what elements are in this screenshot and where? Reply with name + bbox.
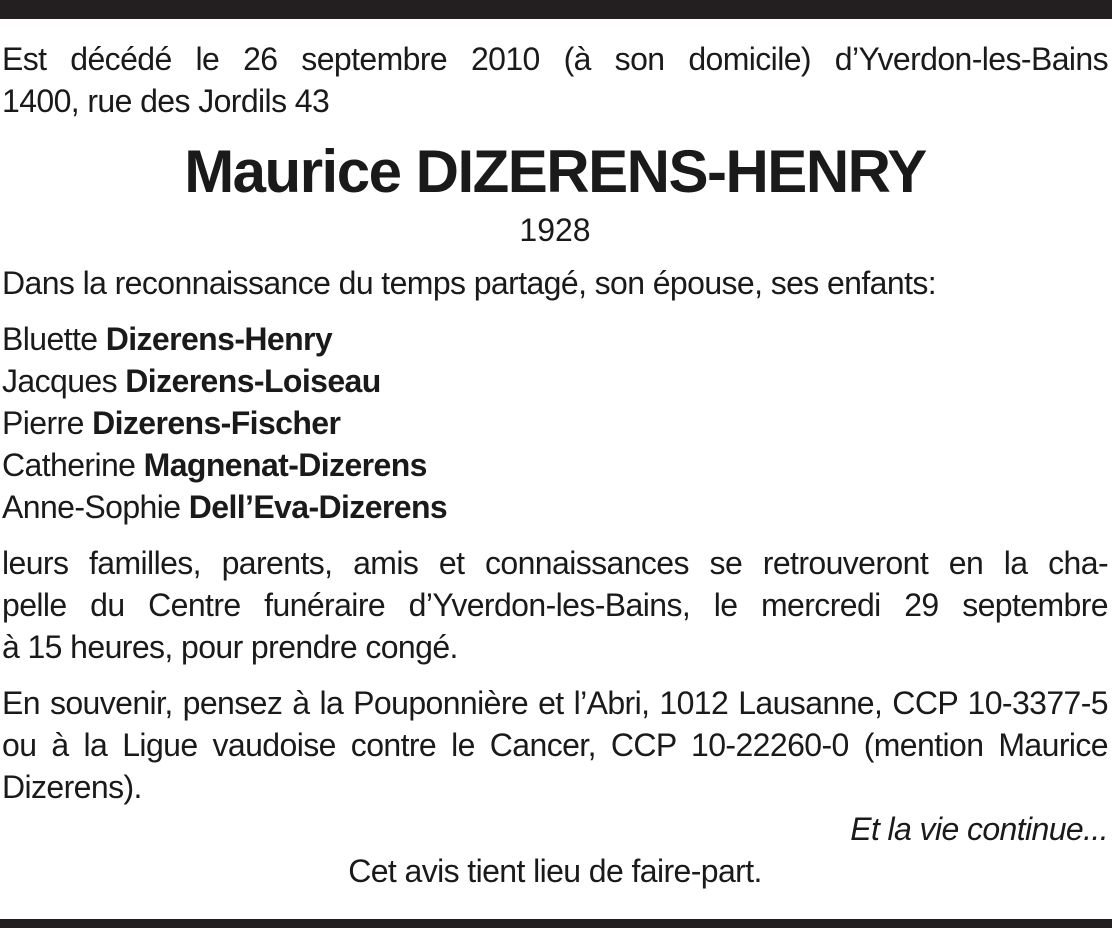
death-line-1: Est décédé le 26 septembre 2010 (à son domicile) d’Yverdon-les-Bains [2,41,1108,77]
ceremony-paragraph [2,542,1108,668]
member-last-name: Dizerens-Henry [105,321,333,357]
intro-text: Dans la reconnaissance du temps partagé, son épouse, ses enfants: [2,265,937,301]
donation-paragraph [2,682,1108,808]
ceremony-line-1: leurs familles, parents, amis et connaissances se retrouveront en la cha- [2,545,1108,581]
ceremony-line-3: à 15 heures, pour prendre congé. [2,629,458,665]
member-last-name: Magnenat-Dizerens [143,447,427,483]
deceased-name: Maurice DIZERENS-HENRY [184,138,926,205]
member-last-name: Dell’Eva-Dizerens [188,489,448,525]
member-last-name: Dizerens-Fischer [92,405,341,441]
family-member [2,486,1108,528]
member-last-name: Dizerens-Loiseau [125,363,381,399]
family-member [2,444,1108,486]
member-first-name: Bluette [2,321,98,357]
ceremony-line-2: pelle du Centre funéraire d’Yverdon-les-Bains, le mercredi 29 septembre [2,587,1108,623]
member-first-name: Pierre [2,405,84,441]
family-member [2,402,1108,444]
faire-part-notice: Cet avis tient lieu de faire-part. [348,853,762,889]
top-border-rule [0,0,1112,19]
family-member [2,318,1108,360]
family-member [2,360,1108,402]
bottom-border-rule [0,919,1112,928]
family-list [2,318,1108,528]
member-first-name: Anne-Sophie [2,489,181,525]
member-first-name: Catherine [2,447,136,483]
birth-year: 1928 [519,212,591,248]
death-announcement [2,38,1108,122]
death-line-2: 1400, rue des Jordils 43 [2,83,330,119]
donation-line-3: Dizerens). [2,769,142,805]
closing-motto: Et la vie continue... [850,811,1108,847]
obituary-notice [2,38,1108,892]
donation-line-1: En souvenir, pensez à la Pouponnière et l’Abri, 1012 Lausanne, CCP 10-3377-5 [2,685,1108,721]
member-first-name: Jacques [2,363,117,399]
donation-line-2: ou à la Ligue vaudoise contre le Cancer, CCP 10-22260-0 (mention Maurice [2,727,1108,763]
